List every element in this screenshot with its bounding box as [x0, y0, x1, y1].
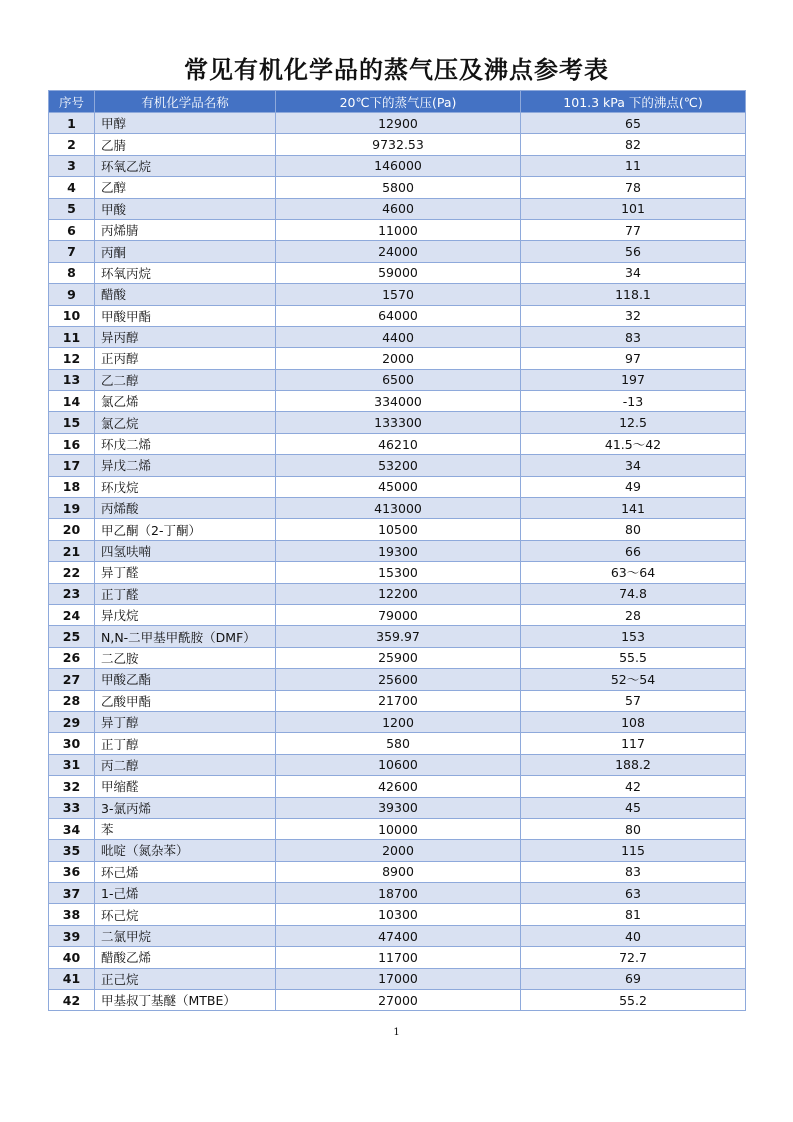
table-row [49, 883, 746, 904]
vapor-pressure: 17000 [276, 968, 521, 989]
boiling-point: 118.1 [521, 284, 746, 305]
boiling-point: 63～64 [521, 562, 746, 583]
boiling-point: 40 [521, 925, 746, 946]
vapor-pressure: 42600 [276, 776, 521, 797]
chemical-name: 醋酸 [95, 284, 276, 305]
chemical-name: 甲基叔丁基醚（MTBE） [95, 990, 276, 1011]
table-row [49, 925, 746, 946]
vapor-pressure: 27000 [276, 990, 521, 1011]
boiling-point: 42 [521, 776, 746, 797]
row-index: 24 [49, 604, 95, 625]
boiling-point: 72.7 [521, 947, 746, 968]
vapor-pressure: 12900 [276, 113, 521, 134]
table-row [49, 647, 746, 668]
vapor-pressure: 359.97 [276, 626, 521, 647]
table-row [49, 284, 746, 305]
row-index: 15 [49, 412, 95, 433]
table-row [49, 690, 746, 711]
vapor-pressure: 11700 [276, 947, 521, 968]
chemical-name: 环氧丙烷 [95, 262, 276, 283]
table-header-row [49, 91, 746, 113]
boiling-point: 69 [521, 968, 746, 989]
vapor-pressure: 79000 [276, 604, 521, 625]
row-index: 13 [49, 369, 95, 390]
table-row [49, 391, 746, 412]
table-row [49, 904, 746, 925]
chemical-name: 醋酸乙烯 [95, 947, 276, 968]
row-index: 3 [49, 155, 95, 176]
boiling-point: 77 [521, 219, 746, 240]
vapor-pressure: 10300 [276, 904, 521, 925]
header-name: 有机化学品名称 [95, 91, 276, 113]
boiling-point: 101 [521, 198, 746, 219]
table-row [49, 669, 746, 690]
vapor-pressure: 4600 [276, 198, 521, 219]
row-index: 42 [49, 990, 95, 1011]
row-index: 10 [49, 305, 95, 326]
row-index: 8 [49, 262, 95, 283]
row-index: 19 [49, 498, 95, 519]
table-row [49, 947, 746, 968]
vapor-pressure: 53200 [276, 455, 521, 476]
vapor-pressure: 133300 [276, 412, 521, 433]
vapor-pressure: 11000 [276, 219, 521, 240]
row-index: 18 [49, 476, 95, 497]
table-row [49, 476, 746, 497]
boiling-point: 153 [521, 626, 746, 647]
table-body [49, 113, 746, 1011]
row-index: 22 [49, 562, 95, 583]
boiling-point: 97 [521, 348, 746, 369]
vapor-pressure-table [48, 90, 746, 1011]
table-row [49, 326, 746, 347]
row-index: 25 [49, 626, 95, 647]
vapor-pressure: 146000 [276, 155, 521, 176]
chemical-name: 1-己烯 [95, 883, 276, 904]
boiling-point: 63 [521, 883, 746, 904]
vapor-pressure: 9732.53 [276, 134, 521, 155]
chemical-name: 正己烷 [95, 968, 276, 989]
boiling-point: 56 [521, 241, 746, 262]
boiling-point: 52～54 [521, 669, 746, 690]
row-index: 35 [49, 840, 95, 861]
table-row [49, 519, 746, 540]
row-index: 27 [49, 669, 95, 690]
boiling-point: 28 [521, 604, 746, 625]
chemical-name: N,N-二甲基甲酰胺（DMF） [95, 626, 276, 647]
boiling-point: 65 [521, 113, 746, 134]
vapor-pressure: 25900 [276, 647, 521, 668]
table-row [49, 455, 746, 476]
boiling-point: 34 [521, 262, 746, 283]
boiling-point: 34 [521, 455, 746, 476]
table-row [49, 840, 746, 861]
boiling-point: 32 [521, 305, 746, 326]
chemical-name: 吡啶（氮杂苯） [95, 840, 276, 861]
table-row [49, 754, 746, 775]
chemical-name: 环己烷 [95, 904, 276, 925]
boiling-point: 197 [521, 369, 746, 390]
row-index: 40 [49, 947, 95, 968]
vapor-pressure: 25600 [276, 669, 521, 690]
boiling-point: 80 [521, 519, 746, 540]
table-row [49, 583, 746, 604]
chemical-name: 甲醇 [95, 113, 276, 134]
row-index: 17 [49, 455, 95, 476]
vapor-pressure: 580 [276, 733, 521, 754]
chemical-name: 甲缩醛 [95, 776, 276, 797]
row-index: 29 [49, 711, 95, 732]
table-row [49, 498, 746, 519]
chemical-name: 丙酮 [95, 241, 276, 262]
chemical-name: 异戊二烯 [95, 455, 276, 476]
chemical-name: 氯乙烷 [95, 412, 276, 433]
row-index: 30 [49, 733, 95, 754]
chemical-name: 乙醇 [95, 177, 276, 198]
vapor-pressure: 2000 [276, 348, 521, 369]
boiling-point: 74.8 [521, 583, 746, 604]
chemical-name: 丙二醇 [95, 754, 276, 775]
chemical-name: 环氧乙烷 [95, 155, 276, 176]
boiling-point: 115 [521, 840, 746, 861]
chemical-name: 环戊烷 [95, 476, 276, 497]
chemical-name: 环己烯 [95, 861, 276, 882]
chemical-name: 乙酸甲酯 [95, 690, 276, 711]
chemical-name: 3-氯丙烯 [95, 797, 276, 818]
chemical-name: 正丁醛 [95, 583, 276, 604]
vapor-pressure: 10000 [276, 818, 521, 839]
table-row [49, 433, 746, 454]
row-index: 16 [49, 433, 95, 454]
boiling-point: 55.5 [521, 647, 746, 668]
chemical-name: 乙二醇 [95, 369, 276, 390]
vapor-pressure: 64000 [276, 305, 521, 326]
row-index: 32 [49, 776, 95, 797]
vapor-pressure: 4400 [276, 326, 521, 347]
row-index: 14 [49, 391, 95, 412]
table-row [49, 818, 746, 839]
row-index: 7 [49, 241, 95, 262]
vapor-pressure: 334000 [276, 391, 521, 412]
table-row [49, 540, 746, 561]
boiling-point: 66 [521, 540, 746, 561]
row-index: 20 [49, 519, 95, 540]
chemical-name: 异丙醇 [95, 326, 276, 347]
vapor-pressure: 19300 [276, 540, 521, 561]
row-index: 4 [49, 177, 95, 198]
row-index: 34 [49, 818, 95, 839]
vapor-pressure: 45000 [276, 476, 521, 497]
vapor-pressure: 10500 [276, 519, 521, 540]
boiling-point: 80 [521, 818, 746, 839]
vapor-pressure: 2000 [276, 840, 521, 861]
row-index: 1 [49, 113, 95, 134]
vapor-pressure: 5800 [276, 177, 521, 198]
table-row [49, 626, 746, 647]
table-row [49, 412, 746, 433]
table-row [49, 990, 746, 1011]
row-index: 31 [49, 754, 95, 775]
chemical-name: 二乙胺 [95, 647, 276, 668]
table-row [49, 604, 746, 625]
row-index: 36 [49, 861, 95, 882]
boiling-point: 108 [521, 711, 746, 732]
boiling-point: 188.2 [521, 754, 746, 775]
vapor-pressure: 1200 [276, 711, 521, 732]
table-row [49, 369, 746, 390]
vapor-pressure: 12200 [276, 583, 521, 604]
boiling-point: 83 [521, 861, 746, 882]
vapor-pressure: 46210 [276, 433, 521, 454]
chemical-name: 正丙醇 [95, 348, 276, 369]
vapor-pressure: 8900 [276, 861, 521, 882]
chemical-name: 异戊烷 [95, 604, 276, 625]
boiling-point: 83 [521, 326, 746, 347]
row-index: 21 [49, 540, 95, 561]
vapor-pressure: 59000 [276, 262, 521, 283]
chemical-name: 二氯甲烷 [95, 925, 276, 946]
chemical-name: 异丁醛 [95, 562, 276, 583]
chemical-name: 异丁醇 [95, 711, 276, 732]
row-index: 26 [49, 647, 95, 668]
header-vapor-pressure: 20℃下的蒸气压(Pa) [276, 91, 521, 113]
chemical-name: 丙烯酸 [95, 498, 276, 519]
row-index: 23 [49, 583, 95, 604]
row-index: 39 [49, 925, 95, 946]
vapor-pressure: 39300 [276, 797, 521, 818]
table-row [49, 348, 746, 369]
vapor-pressure: 18700 [276, 883, 521, 904]
table-row [49, 155, 746, 176]
boiling-point: 82 [521, 134, 746, 155]
table-row [49, 113, 746, 134]
boiling-point: 45 [521, 797, 746, 818]
row-index: 41 [49, 968, 95, 989]
table-row [49, 711, 746, 732]
boiling-point: 57 [521, 690, 746, 711]
table-row [49, 733, 746, 754]
page-title: 常见有机化学品的蒸气压及沸点参考表 [184, 55, 609, 84]
table-row [49, 241, 746, 262]
table-row [49, 776, 746, 797]
table-row [49, 177, 746, 198]
vapor-pressure: 6500 [276, 369, 521, 390]
vapor-pressure: 15300 [276, 562, 521, 583]
boiling-point: 55.2 [521, 990, 746, 1011]
chemical-name: 环戊二烯 [95, 433, 276, 454]
chemical-name: 甲酸 [95, 198, 276, 219]
table-row [49, 861, 746, 882]
chemical-name: 甲酸乙酯 [95, 669, 276, 690]
boiling-point: 11 [521, 155, 746, 176]
row-index: 33 [49, 797, 95, 818]
chemical-name: 四氢呋喃 [95, 540, 276, 561]
table-row [49, 134, 746, 155]
header-boiling-point: 101.3 kPa 下的沸点(℃) [521, 91, 746, 113]
chemical-name: 苯 [95, 818, 276, 839]
table-row [49, 797, 746, 818]
vapor-pressure: 1570 [276, 284, 521, 305]
row-index: 12 [49, 348, 95, 369]
vapor-pressure: 413000 [276, 498, 521, 519]
chemical-name: 乙腈 [95, 134, 276, 155]
chemical-name: 丙烯腈 [95, 219, 276, 240]
boiling-point: 141 [521, 498, 746, 519]
vapor-pressure: 21700 [276, 690, 521, 711]
table-row [49, 262, 746, 283]
table-row [49, 198, 746, 219]
chemical-name: 正丁醇 [95, 733, 276, 754]
row-index: 28 [49, 690, 95, 711]
row-index: 11 [49, 326, 95, 347]
row-index: 2 [49, 134, 95, 155]
header-index: 序号 [49, 91, 95, 113]
boiling-point: 117 [521, 733, 746, 754]
table-row [49, 219, 746, 240]
row-index: 5 [49, 198, 95, 219]
chemical-name: 甲酸甲酯 [95, 305, 276, 326]
row-index: 38 [49, 904, 95, 925]
vapor-pressure: 24000 [276, 241, 521, 262]
row-index: 9 [49, 284, 95, 305]
boiling-point: -13 [521, 391, 746, 412]
page-number: 1 [393, 1027, 400, 1038]
chemical-name: 氯乙烯 [95, 391, 276, 412]
vapor-pressure: 10600 [276, 754, 521, 775]
boiling-point: 12.5 [521, 412, 746, 433]
vapor-pressure: 47400 [276, 925, 521, 946]
table-row [49, 968, 746, 989]
row-index: 6 [49, 219, 95, 240]
row-index: 37 [49, 883, 95, 904]
boiling-point: 41.5～42 [521, 433, 746, 454]
boiling-point: 81 [521, 904, 746, 925]
chemical-name: 甲乙酮（2-丁酮） [95, 519, 276, 540]
table-row [49, 562, 746, 583]
boiling-point: 49 [521, 476, 746, 497]
table-row [49, 305, 746, 326]
boiling-point: 78 [521, 177, 746, 198]
